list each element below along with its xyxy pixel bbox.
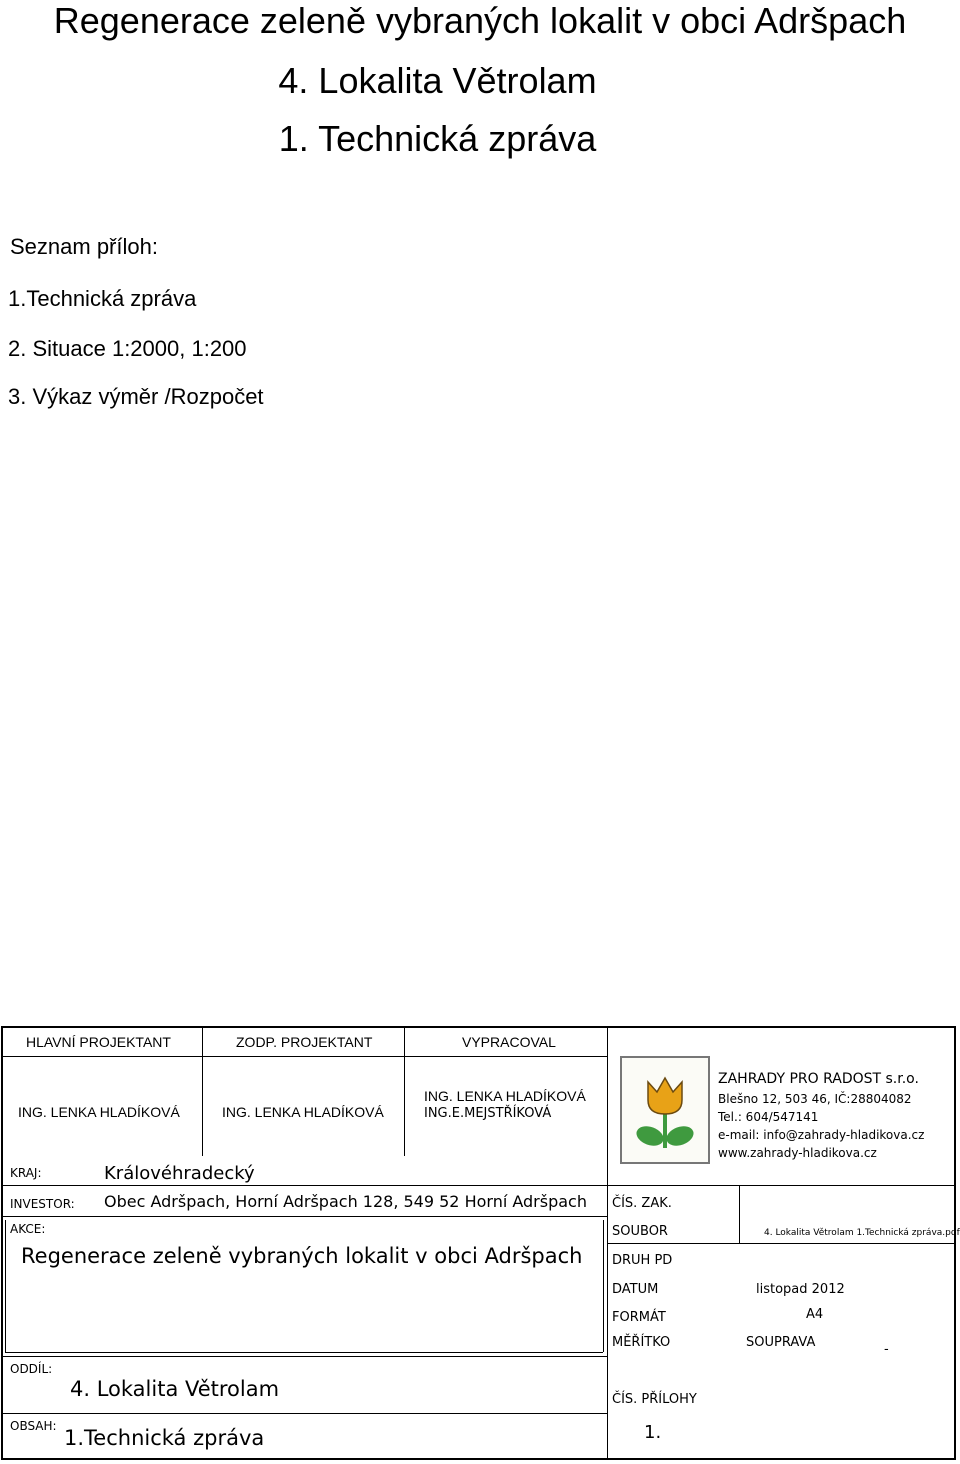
attachment-item: 3. Výkaz výměr /Rozpočet (8, 384, 264, 409)
soubor-value: 4. Lokalita Větrolam 1.Technická zpráva.pdf (764, 1228, 960, 1238)
obsah-value: 1.Technická zpráva (64, 1426, 265, 1450)
obsah-label: OBSAH: (10, 1419, 57, 1433)
hlavni-projektant-label: HLAVNÍ PROJEKTANT (26, 1034, 171, 1050)
cis-zak-label: ČÍS. ZAK. (612, 1196, 672, 1211)
format-label: FORMÁT (612, 1310, 666, 1325)
akce-label: AKCE: (10, 1222, 46, 1236)
oddil-label: ODDÍL: (10, 1362, 53, 1376)
company-web: www.zahrady-hladikova.cz (718, 1146, 877, 1160)
company-tel: Tel.: 604/547141 (718, 1110, 819, 1124)
vypracoval-label: VYPRACOVAL (462, 1034, 556, 1050)
zodp-projektant-label: ZODP. PROJEKTANT (236, 1034, 373, 1050)
attachment-item: 2. Situace 1:2000, 1:200 (8, 336, 247, 361)
document-title: Regenerace zeleně vybraných lokalit v obci Adršpach (53, 0, 907, 41)
format-value: A4 (806, 1307, 824, 1322)
vypracoval-name-2: ING.E.MEJSTŘÍKOVÁ (424, 1106, 552, 1121)
hlavni-projektant-name: ING. LENKA HLADÍKOVÁ (18, 1104, 180, 1120)
druh-pd-label: DRUH PD (612, 1253, 673, 1268)
datum-value: listopad 2012 (756, 1282, 845, 1297)
cis-prilohy-label: ČÍS. PŘÍLOHY (612, 1392, 697, 1407)
investor-label: INVESTOR: (10, 1197, 75, 1211)
kraj-value: Královéhradecký (104, 1163, 255, 1184)
souprava-label: SOUPRAVA (746, 1335, 816, 1350)
datum-label: DATUM (612, 1282, 659, 1297)
tulip-logo-icon (620, 1056, 710, 1164)
vypracoval-name-1: ING. LENKA HLADÍKOVÁ (424, 1088, 586, 1104)
zodp-projektant-name: ING. LENKA HLADÍKOVÁ (222, 1104, 384, 1120)
investor-value: Obec Adršpach, Horní Adršpach 128, 549 52 Horní Adršpach (104, 1192, 587, 1211)
locality-title: 4. Lokalita Větrolam (278, 60, 597, 101)
souprava-value: - (884, 1342, 889, 1357)
meritko-label: MĚŘÍTKO (612, 1335, 671, 1350)
attachments-heading: Seznam příloh: (10, 234, 158, 259)
soubor-label: SOUBOR (612, 1224, 668, 1239)
company-email: e-mail: info@zahrady-hladikova.cz (718, 1128, 925, 1142)
cis-prilohy-value: 1. (644, 1422, 662, 1443)
akce-value: Regenerace zeleně vybraných lokalit v obci Adršpach (21, 1244, 583, 1268)
kraj-label: KRAJ: (10, 1166, 42, 1180)
company-name: ZAHRADY PRO RADOST s.r.o. (718, 1071, 919, 1087)
report-title: 1. Technická zpráva (278, 118, 597, 159)
company-address: Blešno 12, 503 46, IČ:28804082 (718, 1092, 912, 1106)
oddil-value: 4. Lokalita Větrolam (70, 1377, 280, 1401)
attachment-item: 1.Technická zpráva (8, 286, 197, 311)
